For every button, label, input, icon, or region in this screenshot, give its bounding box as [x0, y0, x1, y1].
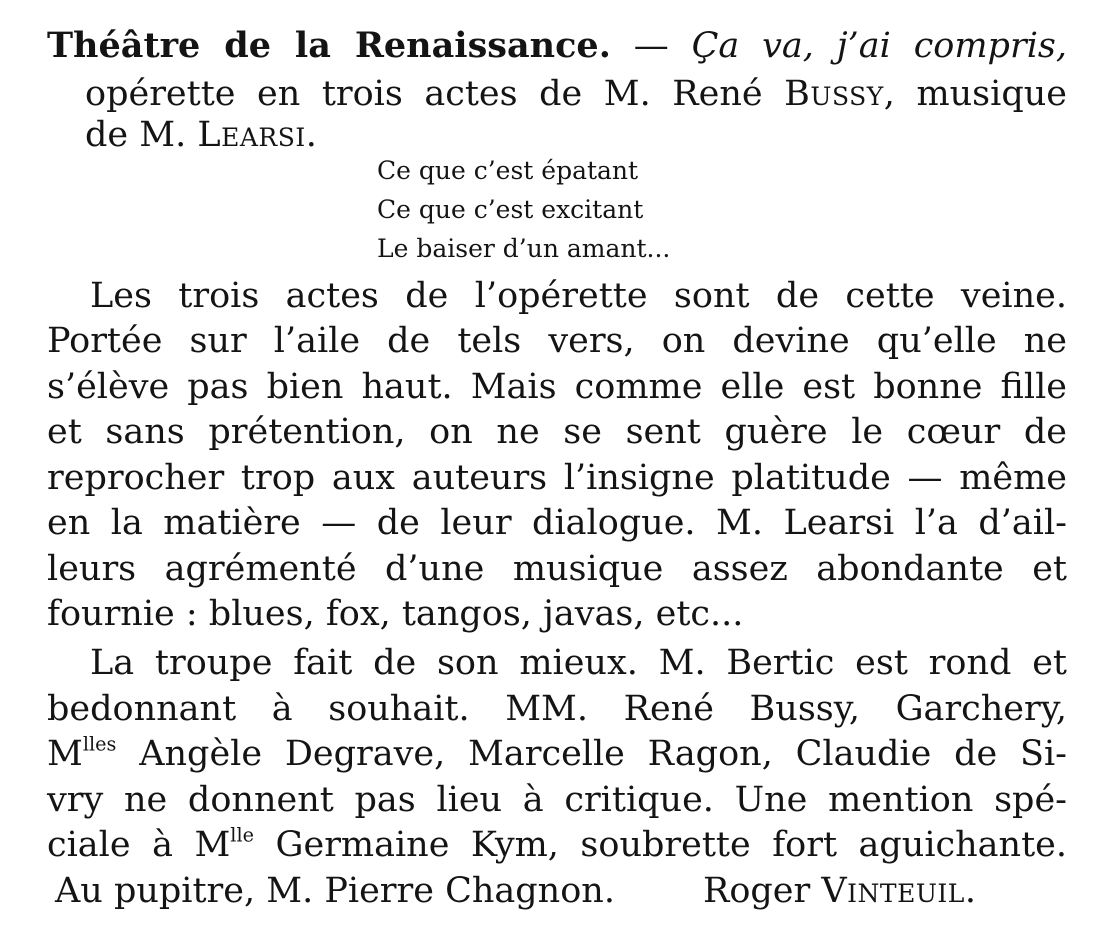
composer-name: Learsi — [197, 115, 306, 155]
signature-first-name: Roger — [702, 871, 822, 911]
verse-line: Le baiser d’un amant... — [377, 234, 671, 263]
heading-dash: — — [610, 26, 692, 66]
paragraph-2-line: bedonnant à souhait. MM. René Bussy, Garchery, — [47, 689, 1067, 729]
paragraph-2-line: La troupe fait de son mieux. M. Bertic est rond et — [90, 643, 1067, 683]
paragraph-2-last-line — [55, 871, 976, 911]
paragraph-2-line: vry ne donnent pas lieu à critique. Une mention spé- — [47, 780, 1067, 820]
paragraph-2-line — [47, 825, 1067, 865]
paragraph-1-line: reprocher trop aux auteurs l’insigne platitude — même — [47, 458, 1067, 498]
paragraph-1-line: en la matière — de leur dialogue. M. Learsi l’a d’ail- — [47, 503, 1067, 543]
paragraph-2-line-5-start: ciale à M — [47, 825, 231, 865]
verse-line: Ce que c’est excitant — [377, 195, 644, 224]
paragraph-2-line-3-prefix: M — [47, 734, 83, 774]
paragraph-1-line: fournie : blues, fox, tangos, javas, etc... — [47, 594, 744, 634]
paragraph-1-line: leurs agrémenté d’une musique assez abondante et — [47, 549, 1067, 589]
honorific-superscript: lles — [82, 732, 117, 756]
show-title: Ça va, j’ai compris, — [691, 26, 1067, 66]
venue-name: Théâtre de la Renaissance. — [47, 25, 611, 66]
signature-end: . — [964, 871, 977, 911]
author-name: Bussy — [784, 74, 884, 114]
review-heading-line-1 — [47, 26, 1067, 66]
heading-line-3-text: de M. — [85, 115, 198, 155]
paragraph-1-line: et sans prétention, on ne se sent guère le cœur de — [47, 412, 1067, 452]
paragraph-1-line: Portée sur l’aile de tels vers, on devine qu’elle ne — [47, 321, 1067, 361]
honorific-superscript: lle — [230, 823, 255, 847]
paragraph-1-line: Les trois actes de l’opérette sont de cette veine. — [90, 276, 1067, 316]
review-heading-line-3 — [85, 115, 317, 155]
paragraph-2-line — [47, 734, 1067, 774]
heading-line-2-end: , musique — [883, 74, 1067, 114]
conductor-credit: Au pupitre, M. Pierre Chagnon. — [55, 871, 615, 911]
verse-line: Ce que c’est épatant — [377, 156, 639, 185]
paragraph-2-line-3-text: Angèle Degrave, Marcelle Ragon, Claudie de Si- — [116, 734, 1067, 774]
paragraph-2-line-5-text: Germaine Kym, soubrette fort aguichante. — [254, 825, 1067, 865]
review-heading-line-2 — [85, 74, 1067, 114]
heading-line-3-end: . — [305, 115, 317, 155]
heading-line-2-text: opérette en trois actes de M. René — [85, 74, 785, 114]
paragraph-1-line: s’élève pas bien haut. Mais comme elle est bonne fille — [47, 367, 1067, 407]
signature-last-name: Vinteuil — [821, 871, 965, 911]
